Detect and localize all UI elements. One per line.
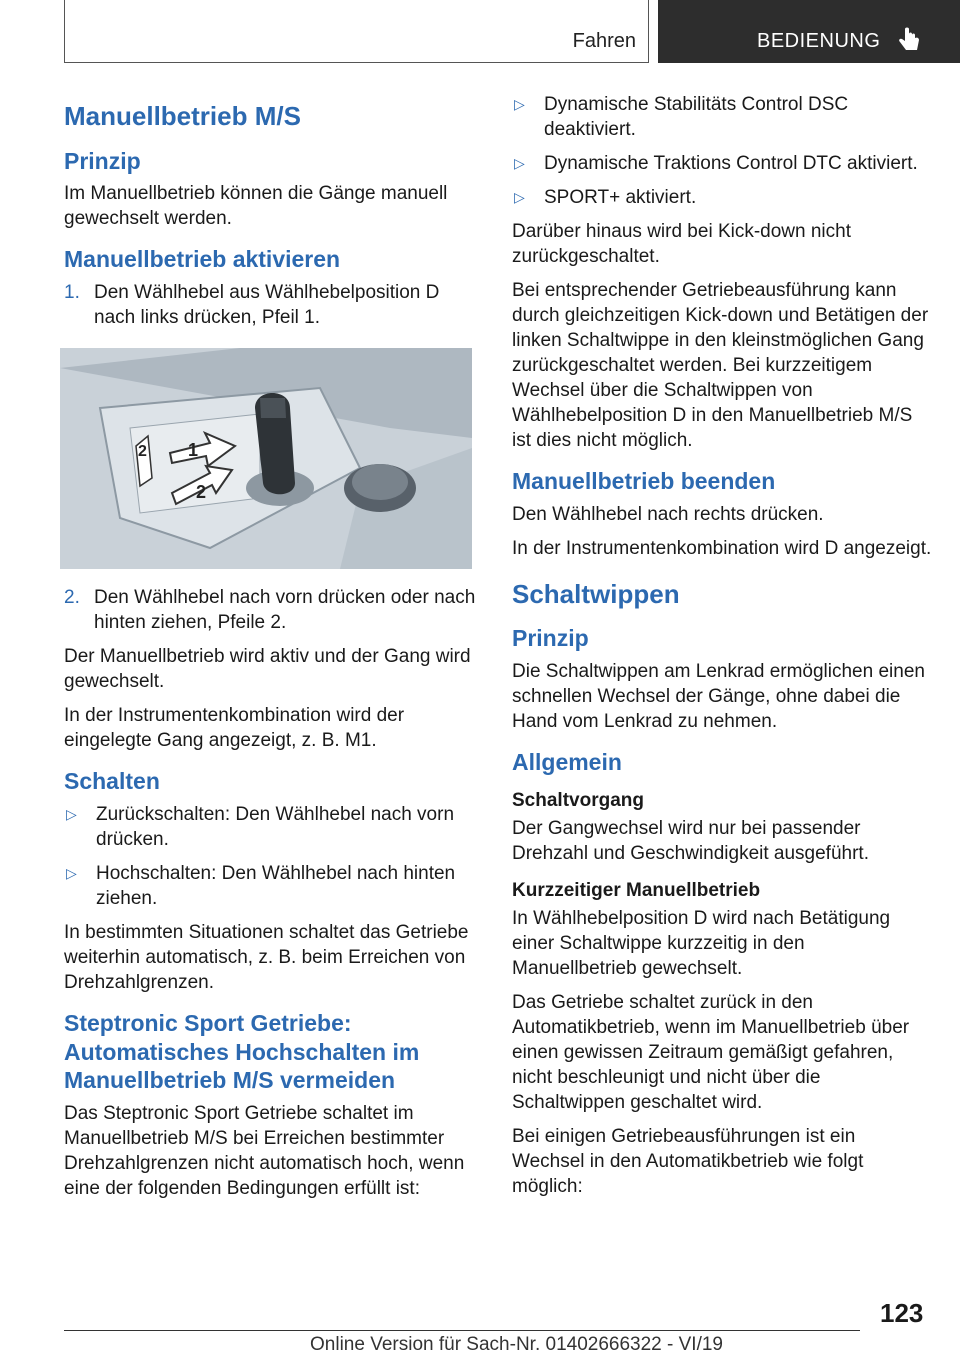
heading-principle: Prinzip	[512, 624, 589, 651]
heading-end-manual: Manuellbetrieb beenden	[512, 468, 776, 494]
header-frame	[64, 0, 649, 63]
triangle-bullet-icon: ▷	[66, 805, 77, 822]
paragraph: Bei einigen Getriebeausführungen ist ein Wechsel in den Automatikbetrieb wie folgt möglich:	[512, 1126, 864, 1198]
paragraph: Bei entsprechender Getriebeausführung kann durch gleichzeitigen Kick-down und Betätigen der linken Schaltwippe in den kleinstmöglichen Gang zurückgeschaltet werden. Bei kurzzeitigem Wechsel über die Schaltwippen von Wählhebelposition D in den Manuellbetrieb M/S ist dies nicht möglich.	[512, 280, 929, 451]
arrow-2-label: 2	[196, 482, 207, 502]
heading-principle: Prinzip	[64, 147, 141, 174]
list-item-text: Hochschalten: Den Wählhebel nach hinten ziehen.	[96, 862, 456, 909]
section-title-manual-mode: Manuellbetrieb M/S	[64, 101, 301, 131]
paragraph: Das Steptronic Sport Getriebe schaltet im Manuellbetrieb M/S bei Erreichen bestimmter Drehzahlgrenzen nicht automatisch hoch, wenn eine der folgenden Bedingungen erfüllt ist:	[64, 1103, 465, 1199]
header-chapter-label: BEDIENUNG	[757, 30, 881, 52]
left-column	[64, 92, 476, 1210]
list-item-text: Zurückschalten: Den Wählhebel nach vorn drücken.	[96, 803, 455, 850]
paragraph: Die Schaltwippen am Lenkrad ermöglichen einen schnellen Wechsel der Gänge, ohne dabei die Hand vom Lenkrad zu nehmen.	[512, 660, 925, 732]
list-item	[64, 802, 476, 852]
paragraph: In der Instrumentenkombination wird D angezeigt.	[512, 537, 932, 559]
heading-general: Allgemein	[512, 748, 622, 775]
triangle-bullet-icon: ▷	[514, 189, 525, 205]
paragraph: Den Wählhebel nach rechts drücken.	[512, 503, 824, 525]
paragraph: In Wählhebelposition D wird nach Betätigung einer Schaltwippe kurzzeitig in den Manuellbetrieb gewechselt.	[512, 908, 891, 980]
paragraph: In bestimmten Situationen schaltet das Getriebe weiterhin automatisch, z. B. beim Erreichen von Drehzahlgrenzen.	[64, 921, 469, 993]
list-item	[64, 861, 476, 911]
list-item	[512, 185, 932, 210]
triangle-bullet-icon: ▷	[514, 155, 525, 171]
step-number: 2.	[64, 587, 80, 608]
page-number: 123	[880, 1298, 924, 1328]
hand-pointer-icon	[896, 26, 922, 59]
paragraph: Der Manuellbetrieb wird aktiv und der Gang wird gewechselt.	[64, 646, 471, 692]
gear-selector-illustration	[60, 348, 472, 569]
paragraph: Der Gangwechsel wird nur bei passender Drehzahl und Geschwindigkeit ausgeführt.	[512, 818, 869, 865]
heading-activate: Manuellbetrieb aktivieren	[64, 246, 341, 273]
header-chapter-tab	[658, 0, 960, 63]
triangle-bullet-icon: ▷	[514, 96, 525, 112]
arrow-1-label: 1	[188, 440, 199, 460]
step-text: Den Wählhebel aus Wählhebelposition D nach links drücken, Pfeil 1.	[94, 282, 440, 328]
subheading-shift-process: Schaltvorgang	[512, 790, 644, 812]
triangle-bullet-icon: ▷	[66, 864, 77, 881]
list-item-text: Dynamische Stabilitäts Control DSC deaktiviert.	[544, 94, 849, 140]
list-item-text: Dynamische Traktions Control DTC aktiviert.	[544, 153, 918, 174]
paragraph: Das Getriebe schaltet zurück in den Automatikbetrieb, wenn im Manuellbetrieb über einen gewissen Zeitraum gemäßigt gefahren, nicht beschleunigt und nicht über die Schaltwippen geschaltet wird.	[512, 992, 910, 1114]
paragraph: In der Instrumentenkombination wird der eingelegte Gang angezeigt, z. B. M1.	[64, 705, 405, 751]
subheading-temporary-manual: Kurzzeitiger Manuellbetrieb	[512, 880, 761, 902]
header-section-title: Fahren	[572, 30, 636, 52]
step-text: Den Wählhebel nach vorn drücken oder nach hinten ziehen, Pfeile 2.	[94, 587, 476, 633]
step-number: 1.	[64, 282, 80, 303]
list-item	[64, 280, 476, 330]
arrow-2-label: 2	[138, 443, 147, 460]
list-item	[512, 92, 932, 142]
list-item-text: SPORT+ aktiviert.	[544, 187, 697, 208]
list-item	[64, 585, 476, 635]
footer-online-version: Online Version für Sach-Nr. 01402666322 - VI/19	[310, 1334, 723, 1355]
heading-shift: Schalten	[64, 768, 160, 794]
list-item	[512, 151, 932, 176]
paragraph: Darüber hinaus wird bei Kick-down nicht zurückgeschaltet.	[512, 221, 851, 267]
section-title-paddles: Schaltwippen	[512, 578, 680, 609]
paragraph: Im Manuellbetrieb können die Gänge manuell gewechselt werden.	[64, 183, 448, 230]
heading-steptronic: Steptronic Sport Getriebe: Automatisches Hochschalten im Manuellbetrieb M/S vermeiden	[64, 1009, 420, 1094]
footer-divider	[64, 1330, 860, 1331]
right-column	[512, 92, 932, 1208]
